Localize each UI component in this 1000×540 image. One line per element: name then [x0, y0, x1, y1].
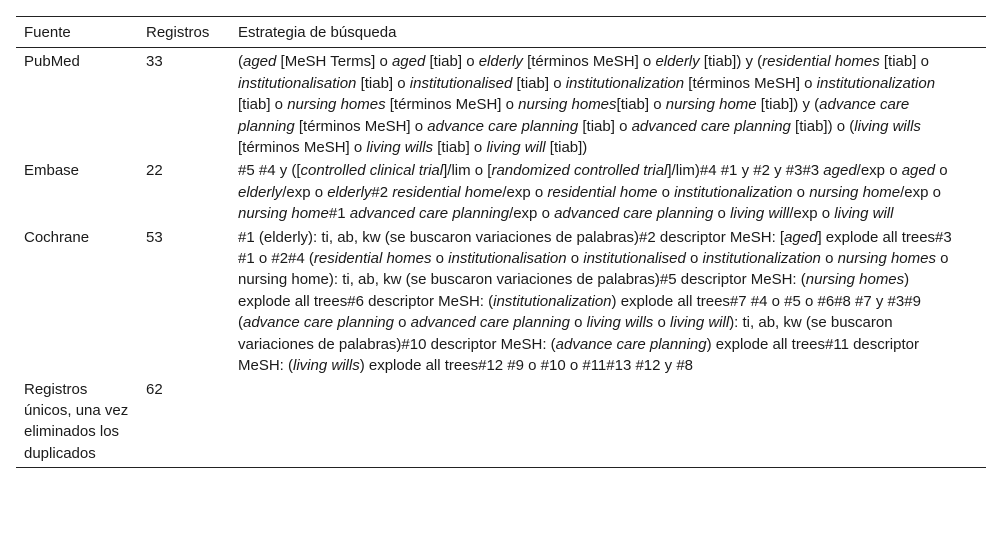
strategy-term-italic: nursing homes: [837, 250, 936, 268]
strategy-text: #5 #4 y ([: [238, 162, 301, 180]
strategy-term-italic: nursing homes: [518, 96, 617, 114]
strategy-term-italic: living will: [730, 205, 790, 223]
strategy-term-italic: advance care planning: [555, 335, 707, 353]
strategy-text: [tiab] o: [879, 53, 929, 71]
strategy-text: (: [238, 53, 243, 71]
strategy-term-italic: institutionalization: [674, 183, 793, 201]
table-row: [16, 158, 986, 224]
strategy-term-italic: nursing homes: [805, 271, 905, 289]
strategy-text: /exp o: [900, 183, 941, 201]
strategy-term-italic: advanced care planning: [349, 205, 510, 223]
strategy-term-italic: institutionalization: [816, 74, 936, 92]
strategy-term-italic: institutionalization: [493, 292, 612, 310]
strategy-text: [términos MeSH] o: [385, 96, 519, 114]
strategy-text: [tiab]) y (: [756, 96, 820, 114]
strategy-text: [tiab]) o (: [790, 117, 855, 135]
strategy-text: [tiab] o: [238, 96, 288, 114]
strategy-term-italic: advanced care planning: [554, 205, 714, 223]
strategy-text: o: [566, 250, 584, 268]
header-row: [16, 17, 986, 48]
cell-strategy: [230, 158, 986, 224]
header-records: Registros: [138, 17, 230, 48]
strategy-text: o: [393, 314, 411, 332]
cell-records: 22: [146, 162, 163, 180]
cell-strategy: [230, 225, 986, 377]
strategy-text: /exp o: [856, 162, 902, 180]
cell-records: 33: [146, 53, 163, 71]
strategy-text: [tiab]): [545, 139, 588, 157]
strategy-term-italic: advanced care planning: [631, 117, 791, 135]
strategy-text: o: [935, 162, 948, 180]
strategy-term-italic: advance care planning: [238, 96, 910, 135]
header-source: Fuente: [16, 17, 138, 48]
search-strategy-table: [16, 16, 986, 468]
cell-records: 53: [146, 228, 163, 246]
strategy-term-italic: elderly: [655, 53, 700, 71]
strategy-text: #1 (elderly): ti, ab, kw (se buscaron variaciones de palabras)#2 descriptor MeSH: [: [238, 228, 785, 246]
strategy-term-italic: institutionalisation: [448, 250, 567, 268]
strategy-text: [términos MeSH] o: [522, 53, 656, 71]
strategy-term-italic: elderly: [478, 53, 523, 71]
strategy-text: o: [820, 250, 838, 268]
strategy-text: o: [713, 205, 731, 223]
strategy-text: ]/lim o [: [443, 162, 492, 180]
strategy-text: o: [792, 183, 810, 201]
strategy-term-italic: advance care planning: [427, 117, 579, 135]
strategy-term-italic: controlled clinical trial: [300, 162, 444, 180]
table-row: [16, 48, 986, 159]
strategy-text: ) explode all trees#11 descriptor MeSH: (: [238, 335, 919, 375]
strategy-term-italic: advance care planning: [243, 314, 394, 332]
strategy-term-italic: nursing home: [665, 96, 757, 114]
strategy-text: ): ti, ab, kw (se buscaron variaciones de palabras)#10 descriptor MeSH: (: [238, 314, 893, 353]
strategy-term-italic: living will: [670, 314, 730, 332]
cell-source: PubMed: [24, 53, 80, 71]
strategy-text: [tiab] o: [425, 53, 479, 71]
strategy-text: ) explode all trees#7 #4 o #5 o #6#8 #7 y #3#9 (: [238, 292, 921, 332]
strategy-text: [tiab] o: [512, 74, 566, 92]
cell-source: Registros únicos, una vez eliminados los duplicados: [16, 377, 138, 468]
strategy-term-italic: institutionalised: [583, 250, 686, 268]
strategy-text: o: [431, 250, 449, 268]
strategy-term-italic: aged: [243, 53, 277, 71]
strategy-text: [MeSH Terms] o: [276, 53, 392, 71]
strategy-text: ] explode all trees#3 #1 o #2#4 (: [238, 228, 952, 268]
strategy-term-italic: residential home: [392, 183, 503, 201]
strategy-text: ) explode all trees#12 #9 o #10 o #11#13 #12 y #8: [359, 357, 694, 375]
strategy-term-italic: institutionalisation: [238, 74, 357, 92]
strategy-term-italic: elderly: [238, 183, 283, 201]
table-row: [16, 225, 986, 377]
header-strategy: Estrategia de búsqueda: [230, 17, 986, 48]
strategy-term-italic: elderly: [327, 183, 372, 201]
strategy-text: #1: [328, 205, 350, 223]
strategy-text: [términos MeSH] o: [294, 117, 428, 135]
table-row: [16, 377, 986, 468]
strategy-text: [tiab] o: [356, 74, 410, 92]
strategy-text: o nursing home): ti, ab, kw (se buscaron variaciones de palabras)#5 descriptor MeSH: (: [238, 250, 949, 289]
strategy-term-italic: nursing homes: [287, 96, 386, 114]
strategy-text: /exp o: [502, 183, 548, 201]
strategy-text: [tiab] o: [433, 139, 487, 157]
strategy-term-italic: aged: [391, 53, 426, 71]
cell-source: Cochrane: [24, 228, 90, 246]
strategy-term-italic: living wills: [586, 314, 654, 332]
cell-strategy: [230, 48, 986, 159]
strategy-term-italic: aged: [901, 162, 936, 180]
strategy-text: o: [685, 250, 703, 268]
strategy-term-italic: aged: [784, 228, 818, 246]
strategy-term-italic: residential homes: [762, 53, 880, 71]
strategy-text: /exp o: [509, 205, 555, 223]
strategy-term-italic: residential home: [547, 183, 658, 201]
strategy-term-italic: randomized controlled trial: [491, 162, 668, 180]
strategy-text: [términos MeSH] o: [238, 139, 367, 157]
strategy-term-italic: aged: [823, 162, 857, 180]
strategy-text: [tiab]) y (: [699, 53, 763, 71]
strategy-text: /exp o: [282, 183, 328, 201]
strategy-text: o: [653, 314, 670, 332]
strategy-text: [términos MeSH] o: [684, 74, 817, 92]
cell-source: Embase: [24, 162, 80, 180]
strategy-text: ]/lim)#4 #1 y #2 y #3#3: [667, 162, 824, 180]
cell-records: 62: [138, 377, 230, 468]
table-body: [16, 48, 986, 468]
strategy-text: ) explode all trees#6 descriptor MeSH: (: [238, 271, 910, 310]
strategy-term-italic: institutionalization: [565, 74, 685, 92]
strategy-term-italic: nursing home: [809, 183, 901, 201]
cell-strategy: [230, 377, 986, 468]
strategy-term-italic: institutionalised: [409, 74, 513, 92]
strategy-text: /exp o: [789, 205, 835, 223]
strategy-term-italic: living wills: [854, 117, 921, 135]
strategy-text: #2: [371, 183, 393, 201]
strategy-text: o: [569, 314, 587, 332]
strategy-term-italic: institutionalization: [702, 250, 821, 268]
strategy-term-italic: living will: [486, 139, 546, 157]
strategy-text: o: [657, 183, 675, 201]
strategy-term-italic: advanced care planning: [410, 314, 570, 332]
strategy-term-italic: living wills: [366, 139, 434, 157]
strategy-term-italic: living will: [834, 205, 894, 223]
strategy-term-italic: residential homes: [313, 250, 432, 268]
strategy-term-italic: nursing home: [238, 205, 329, 223]
strategy-term-italic: living wills: [293, 357, 360, 375]
strategy-text: [tiab] o: [616, 96, 666, 114]
strategy-text: [tiab] o: [578, 117, 632, 135]
